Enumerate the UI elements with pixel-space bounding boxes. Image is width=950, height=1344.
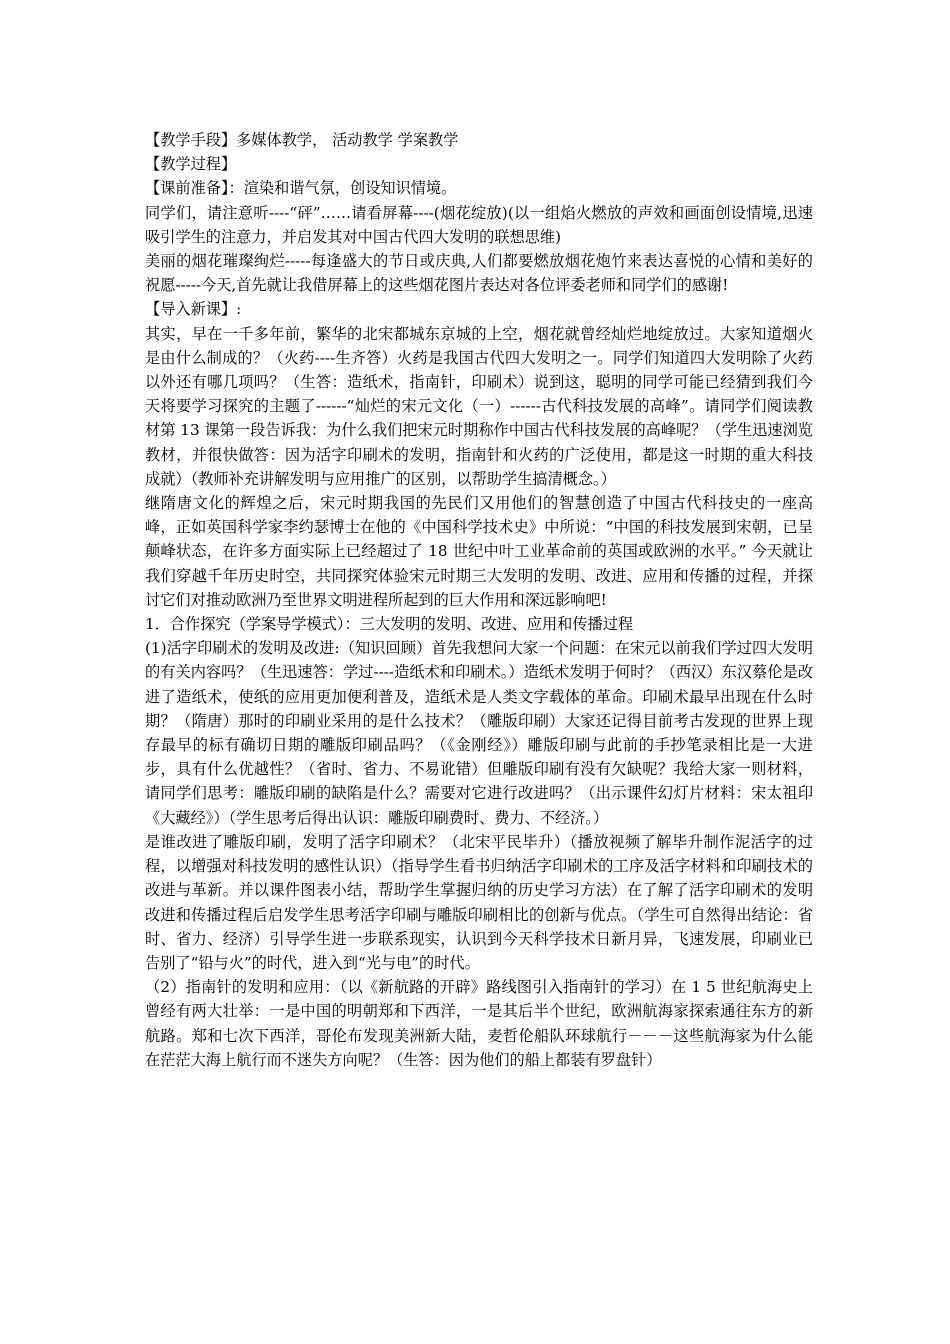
- introduction-heading: 【导入新课】:: [145, 300, 242, 319]
- body-paragraph: 继隋唐文化的辉煌之后，宋元时期我国的先民们又用他们的智慧创造了中国古代科技史的一座高峰，正如英国科学家李约瑟博士在他的《中国科学技术史》中所说：“中国的科技发展到宋朝，已呈颠峰状态，在许多方面实际上已经超过了 18 世纪中叶工业革命前的英国或欧洲的水平。” 今天就让我们穿越千年历史时空，共同探究体验宋元时期三大发明的发明、改进、应用和传播的过程，并探讨它们对推动欧洲乃至世界文明进程所起到的巨大作用和深远影响吧!: [145, 494, 813, 609]
- body-paragraph: （2）指南针的发明和应用：（以《新航路的开辟》路线图引入指南针的学习）在 1 5 世纪航海史上曾经有两大壮举：一是中国的明朝郑和下西洋，一是其后半个世纪，欧洲航海家探索通往东方的新航路。郑和七次下西洋，哥伦布发现美洲新大陆，麦哲伦船队环球航行－－－这些航海家为什么能在茫茫大海上航行而不迷失方向呢？（生答：因为他们的船上都装有罗盘针）: [145, 978, 813, 1069]
- body-paragraph: 美丽的烟花璀璨绚烂-----每逢盛大的节日或庆典,人们都要燃放烟花炮竹来表达喜悦的心情和美好的祝愿-----今天,首先就让我借屏幕上的这些烟花图片表达对各位评委老师和同学们的感谢!: [145, 252, 813, 295]
- preparation-heading: 【课前准备】：渲染和谐气氛，创设知识情境。: [145, 179, 457, 198]
- teaching-means-heading: 【教学手段】多媒体教学， 活动教学 学案教学: [145, 131, 459, 149]
- body-paragraph: 是谁改进了雕版印刷，发明了活字印刷术？（北宋平民毕升）（播放视频了解毕升制作泥活字的过程，以增强对科技发明的感性认识）（指导学生看书归纳活字印刷术的工序及活字材料和印刷技术的改进与革新。并以课件图表小结，帮助学生掌握归纳的历史学习方法）在了解了活字印刷术的发明改进和传播过程后启发学生思考活字印刷与雕版印刷相比的创新与优点。（学生可自然得出结论：省时、省力、经济）引导学生进一步联系现实，认识到今天科学技术日新月异，飞速发展，印刷业已告别了“铅与火”的时代，进入到“光与电”的时代。: [145, 832, 813, 972]
- section-heading: 1．合作探究（学案导学模式）：三大发明的发明、改进、应用和传播过程: [145, 615, 634, 634]
- body-paragraph: (1)活字印刷术的发明及改进:（知识回顾）首先我想问大家一个问题：在宋元以前我们学过四大发明的有关内容吗？（生迅速答：学过----造纸术和印刷术。）造纸术发明于何时？（西汉）东汉蔡伦是改进了造纸术，使纸的应用更加便利普及，造纸术是人类文字载体的革命。印刷术最早出现在什么时期？（隋唐）那时的印刷业采用的是什么技术？（雕版印刷）大家还记得目前考古发现的世界上现存最早的标有确切日期的雕版印刷品吗？（《金刚经》）雕版印刷与此前的手抄笔录相比是一大进步，具有什么优越性？（省时、省力、不易讹错）但雕版印刷有没有欠缺呢？我给大家一则材料，请同学们思考：雕版印刷的缺陷是什么？需要对它进行改进吗？（出示课件幻灯片材料：宋太祖印《大藏经》）（学生思考后得出认识：雕版印刷费时、费力、不经济。）: [145, 639, 813, 827]
- document-page: [145, 128, 813, 1072]
- body-paragraph: 同学们，请注意听----“砰”……请看屏幕----(烟花绽放)(以一组焰火燃放的声效和画面创设情境,迅速吸引学生的注意力，并启发其对中国古代四大发明的联想思维): [145, 203, 813, 246]
- body-paragraph: 其实，早在一千多年前，繁华的北宋都城东京城的上空，烟花就曾经灿烂地绽放过。大家知道烟火是由什么制成的？（火药----生齐答）火药是我国古代四大发明之一。同学们知道四大发明除了火药以外还有哪几项吗？（生答：造纸术，指南针，印刷术）说到这，聪明的同学可能已经猜到我们今天将要学习探究的主题了------“灿烂的宋元文化（一）------古代科技发展的高峰”。请同学们阅读教材第 13 课第一段告诉我：为什么我们把宋元时期称作中国古代科技发展的高峰呢？（学生迅速浏览教材，并很快做答：因为活字印刷术的发明，指南针和火药的广泛使用，都是这一时期的重大科技成就）（教师补充讲解发明与应用推广的区别，以帮助学生搞清概念。）: [145, 324, 813, 488]
- teaching-process-heading: 【教学过程】: [145, 155, 237, 174]
